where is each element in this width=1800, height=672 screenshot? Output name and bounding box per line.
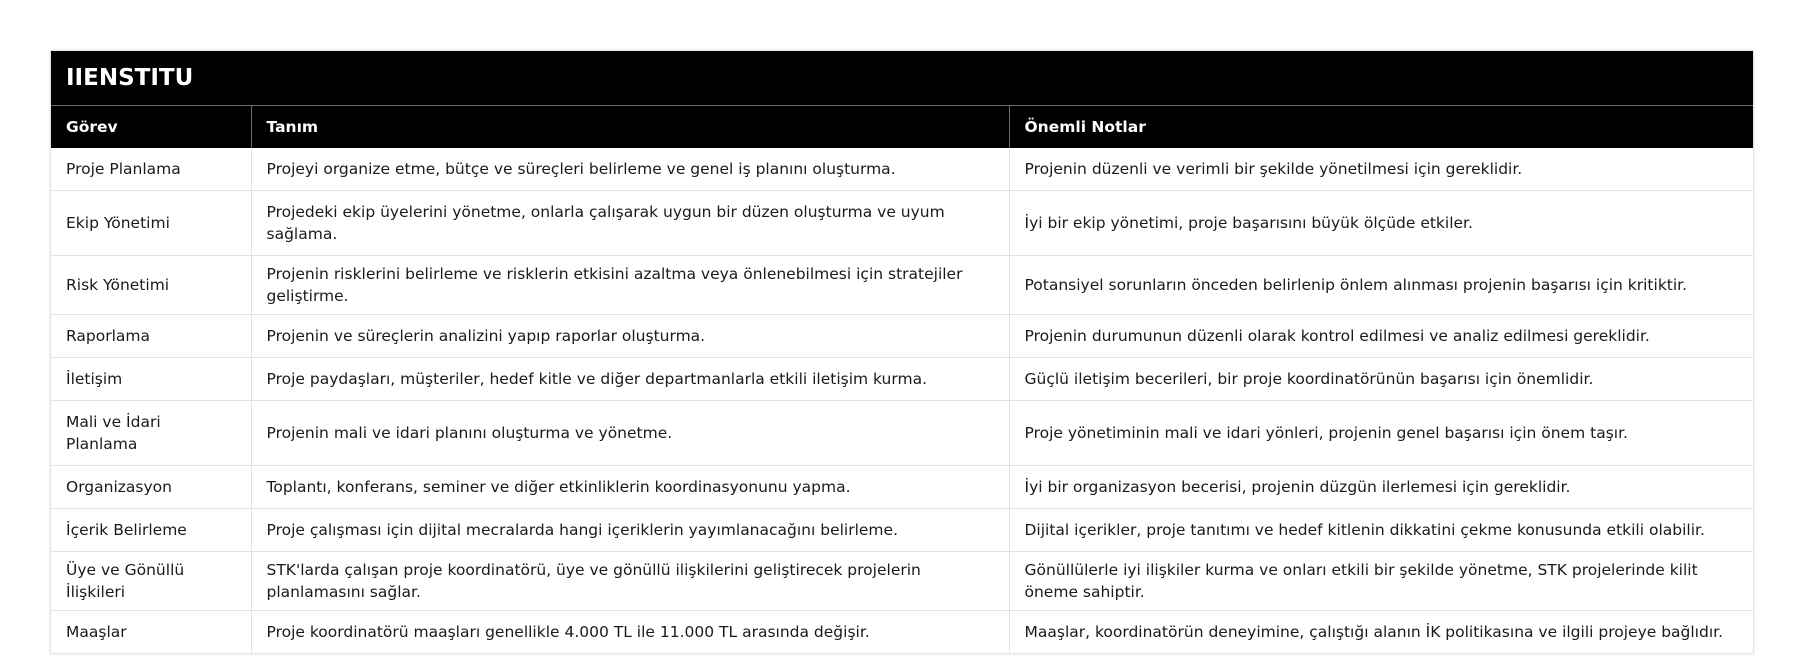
table-row xyxy=(51,358,1753,401)
cell-description: Toplantı, konferans, seminer ve diğer etkinliklerin koordinasyonunu yapma. xyxy=(251,466,1009,509)
cell-notes: Potansiyel sorunların önceden belirlenip önlem alınması projenin başarısı için kritiktir. xyxy=(1009,256,1753,315)
cell-notes: İyi bir ekip yönetimi, proje başarısını büyük ölçüde etkiler. xyxy=(1009,191,1753,256)
cell-task: Üye ve Gönüllü İlişkileri xyxy=(51,552,251,611)
table-row xyxy=(51,315,1753,358)
brand-header-row xyxy=(51,51,1753,106)
cell-notes: Maaşlar, koordinatörün deneyimine, çalıştığı alanın İK politikasına ve ilgili projeye bağlıdır. xyxy=(1024,623,1724,641)
cell-task: Maaşlar xyxy=(51,611,251,654)
cell-notes: Projenin düzenli ve verimli bir şekilde yönetilmesi için gereklidir. xyxy=(1009,148,1753,191)
cell-task: Ekip Yönetimi xyxy=(51,191,251,256)
cell-description: Proje çalışması için dijital mecralarda hangi içeriklerin yayımlanacağını belirleme. xyxy=(251,509,1009,552)
cell-task: İletişim xyxy=(51,358,251,401)
cell-notes: Güçlü iletişim becerileri, bir proje koordinatörünün başarısı için önemlidir. xyxy=(1009,358,1753,401)
cell-description: Projenin risklerini belirleme ve risklerin etkisini azaltma veya önlenebilmesi için stratejiler geliştirme. xyxy=(251,256,1009,315)
cell-description: Projeyi organize etme, bütçe ve süreçleri belirleme ve genel iş planını oluşturma. xyxy=(251,148,1009,191)
cell-description: Projedeki ekip üyelerini yönetme, onlarla çalışarak uygun bir düzen oluşturma ve uyum sağlama. xyxy=(251,191,1009,256)
table-row xyxy=(51,256,1753,315)
cell-task: Raporlama xyxy=(51,315,251,358)
cell-task: Organizasyon xyxy=(51,466,251,509)
table-row xyxy=(51,466,1753,509)
table-row xyxy=(51,552,1753,611)
table-row xyxy=(51,401,1753,466)
cell-task: İçerik Belirleme xyxy=(51,509,251,552)
cell-task: Mali ve İdari Planlama xyxy=(51,401,251,466)
column-header-tanim: Tanım xyxy=(251,106,1009,149)
cell-description: STK'larda çalışan proje koordinatörü, üye ve gönüllü ilişkilerini geliştirecek projelerin planlamasını sağlar. xyxy=(251,552,1009,611)
data-table-container xyxy=(50,50,1754,654)
table-row xyxy=(51,148,1753,191)
cell-notes: İyi bir organizasyon becerisi, projenin düzgün ilerlemesi için gereklidir. xyxy=(1009,466,1753,509)
cell-description: Proje koordinatörü maaşları genellikle 4.000 TL ile 11.000 TL arasında değişir. xyxy=(251,611,1009,654)
cell-description: Proje paydaşları, müşteriler, hedef kitle ve diğer departmanlarla etkili iletişim kurma. xyxy=(251,358,1009,401)
cell-notes: Proje yönetiminin mali ve idari yönleri, projenin genel başarısı için önem taşır. xyxy=(1009,401,1753,466)
cell-task: Risk Yönetimi xyxy=(51,256,251,315)
cell-notes: Dijital içerikler, proje tanıtımı ve hedef kitlenin dikkatini çekme konusunda etkili olabilir. xyxy=(1009,509,1753,552)
table-row xyxy=(51,509,1753,552)
cell-notes: Gönüllülerle iyi ilişkiler kurma ve onları etkili bir şekilde yönetme, STK projelerinde kilit öneme sahiptir. xyxy=(1009,552,1753,611)
column-header-row xyxy=(51,106,1753,149)
cell-description: Projenin mali ve idari planını oluşturma ve yönetme. xyxy=(251,401,1009,466)
column-header-gorev: Görev xyxy=(51,106,251,149)
cell-notes: Projenin durumunun düzenli olarak kontrol edilmesi ve analiz edilmesi gereklidir. xyxy=(1009,315,1753,358)
column-header-onemli-notlar: Önemli Notlar xyxy=(1009,106,1753,149)
cell-task: Proje Planlama xyxy=(51,148,251,191)
brand-title: IIENSTITU xyxy=(51,51,1753,106)
table-row xyxy=(51,191,1753,256)
table-row xyxy=(51,611,1753,654)
cell-description: Projenin ve süreçlerin analizini yapıp raporlar oluşturma. xyxy=(251,315,1009,358)
roles-table xyxy=(51,51,1753,653)
